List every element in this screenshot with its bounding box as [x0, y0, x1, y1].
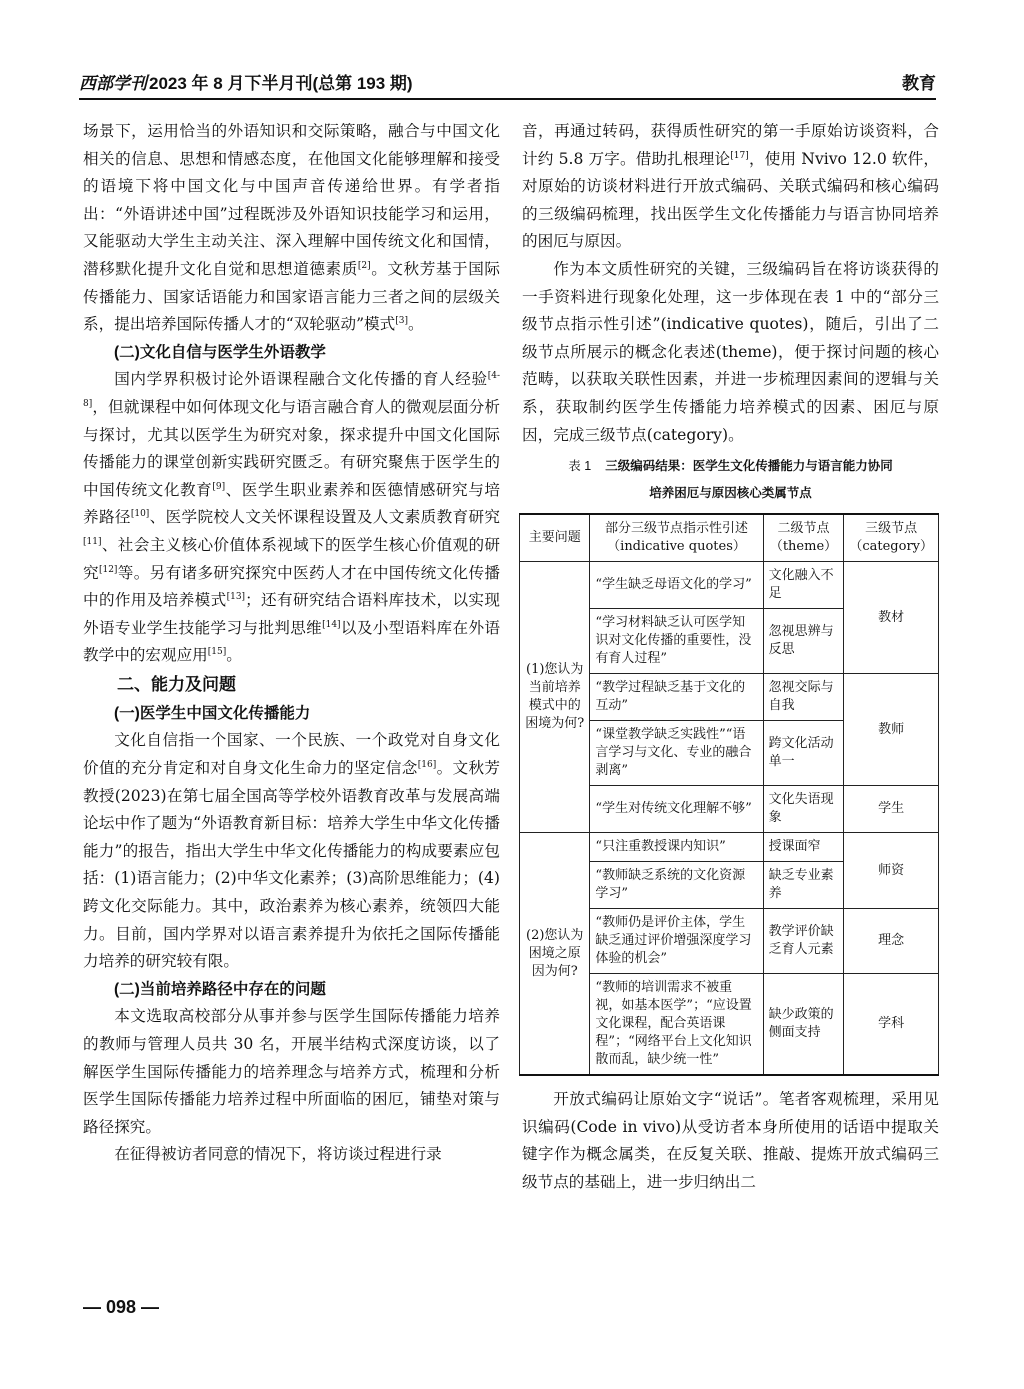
- quote-cell: “课堂教学缺乏实践性”“语言学习与文化、专业的融合剥离”: [590, 721, 763, 786]
- category-cell: 师资: [844, 833, 939, 909]
- table-header: 三级节点（category）: [844, 514, 939, 562]
- question-cell: (1)您认为当前培养模式中的困境为何?: [520, 562, 590, 833]
- left-column: [83, 118, 500, 1169]
- running-header: [79, 72, 936, 100]
- subsection-heading: (一)医学生中国文化传播能力: [114, 704, 311, 722]
- table-header: 部分三级节点指示性引述（indicative quotes）: [590, 514, 763, 562]
- category-cell: 教师: [844, 674, 939, 786]
- theme-cell: 教学评价缺乏育人元素: [763, 909, 844, 974]
- section-name: 教育: [902, 74, 936, 93]
- quote-cell: “学习材料缺乏认可医学知识对文化传播的重要性，没有育人过程”: [590, 609, 763, 674]
- right-column: [522, 118, 939, 1197]
- theme-cell: 缺乏专业素养: [763, 862, 844, 909]
- theme-cell: 授课面窄: [763, 833, 844, 862]
- quote-cell: “学生缺乏母语文化的学习”: [590, 562, 763, 609]
- paragraph: 本文选取高校部分从事并参与医学生国际传播能力培养的教师与管理人员共 30 名，开展半结构式深度访谈，以了解医学生国际传播能力的培养理念与培养方式，梳理和分析医学生国际传播能力培养过程中所面临的困厄，铺垫对策与路径探究。: [83, 1007, 500, 1136]
- paragraph: 场景下，运用恰当的外语知识和交际策略，融合与中国文化相关的信息、思想和情感态度，在他国文化能够理解和接受的语境下将中国文化与中国声音传递给世界。有学者指出：“外语讲述中国”过程既涉及外语知识技能学习和运用，又能驱动大学生主动关注、深入理解中国传统文化和国情，潜移默化提升文化自觉和思想道德素质[2]。文秋芳基于国际传播能力、国家话语能力和国家语言能力三者之间的层级关系，提出培养国际传播人才的“双轮驱动”模式[3]。: [83, 122, 500, 334]
- theme-cell: 文化失语现象: [763, 786, 844, 833]
- theme-cell: 跨文化活动单一: [763, 721, 844, 786]
- theme-cell: 文化融入不足: [763, 562, 844, 609]
- table-label: 表 1: [568, 459, 592, 474]
- quote-cell: “教师的培训需求不被重视，如基本医学”；“应设置文化课程，配合英语课程”；“网络平台上文化知识散而乱，缺少统一性”: [590, 974, 763, 1076]
- table-caption: 表 1 三级编码结果：医学生文化传播能力与语言能力协同 培养困厄与原因核心类属节点: [568, 459, 893, 501]
- journal-logo: 西部学刊: [79, 74, 147, 94]
- subsection-heading: (二)当前培养路径中存在的问题: [114, 980, 326, 998]
- journal-issue: [79, 72, 413, 96]
- paragraph: 音，再通过转码，获得质性研究的第一手原始访谈资料，合计约 5.8 万字。借助扎根理论[17]，使用 Nvivo 12.0 软件，对原始的访谈材料进行开放式编码、关联式编码和核心编码的三级编码梳理，找出医学生文化传播能力与语言协同培养的困厄与原因。: [522, 122, 939, 251]
- category-cell: 学科: [844, 974, 939, 1076]
- question-cell: (2)您认为困境之原因为何?: [520, 833, 590, 1076]
- table-header-row: [520, 514, 939, 562]
- issue-text: 2023 年 8 月下半月刊(总第 193 期): [149, 74, 413, 93]
- quote-cell: “只注重教授课内知识”: [590, 833, 763, 862]
- paragraph: 国内学界积极讨论外语课程融合文化传播的育人经验[4-8]，但就课程中如何体现文化与语言融合育人的微观层面分析与探讨，尤其以医学生为研究对象，探求提升中国文化国际传播能力的课堂创新实践研究匮乏。有研究聚焦于医学生的中国传统文化教育[9]、医学生职业素养和医德情感研究与培养路径[10]、医学院校人文关怀课程设置及人文素质教育研究[11]、社会主义核心价值体系视域下的医学生核心价值观的研究[12]等。另有诸多研究探究中医药人才在中国传统文化传播中的作用及培养模式[13]；还有研究结合语料库技术，以实现外语专业学生技能学习与批判思维[14]以及小型语料库在外语教学中的宏观应用[15]。: [83, 370, 500, 665]
- paragraph: 文化自信指一个国家、一个民族、一个政党对自身文化价值的充分肯定和对自身文化生命力的坚定信念[16]。文秋芳教授(2023)在第七届全国高等学校外语教育改革与发展高端论坛中作了题为“外语教育新目标：培养大学生中华文化传播能力”的报告，指出大学生中华文化传播能力的构成要素应包括：(1)语言能力；(2)中华文化素养；(3)高阶思维能力；(4)跨文化交际能力。其中，政治素养为核心素养，统领四大能力。目前，国内学界对以语言素养提升为依托之国际传播能力培养的研究较有限。: [83, 731, 500, 971]
- section-heading: 二、能力及问题: [117, 674, 236, 694]
- theme-cell: 忽视思辨与反思: [763, 609, 844, 674]
- category-cell: 学生: [844, 786, 939, 833]
- paragraph: 作为本文质性研究的关键，三级编码旨在将访谈获得的一手资料进行现象化处理，这一步体现在表 1 中的“部分三级节点指示性引述”(indicative quotes)，随后，引出了二级节点所展示的概念化表述(theme)，便于探讨问题的核心范畴，以获取关联性因素，并进一步梳理因素间的逻辑与关系，获取制约医学生传播能力培养模式的因素、困厄与原因，完成三级节点(category)。: [522, 259, 939, 444]
- quote-cell: “教师缺乏系统的文化资源学习”: [590, 862, 763, 909]
- paragraph: 在征得被访者同意的情况下，将访谈过程进行录: [114, 1145, 442, 1164]
- table-row: [520, 833, 939, 862]
- page-number: — 098 —: [83, 1297, 160, 1317]
- category-cell: 教材: [844, 562, 939, 674]
- theme-cell: 缺少政策的侧面支持: [763, 974, 844, 1076]
- quote-cell: “教学过程缺乏基于文化的互动”: [590, 674, 763, 721]
- category-cell: 理念: [844, 909, 939, 974]
- quote-cell: “教师仍是评价主体，学生缺乏通过评价增强深度学习体验的机会”: [590, 909, 763, 974]
- coding-table: [519, 513, 939, 1076]
- table-row: [520, 562, 939, 609]
- subsection-heading: (二)文化自信与医学生外语教学: [114, 343, 326, 361]
- theme-cell: 忽视交际与自我: [763, 674, 844, 721]
- paragraph: 开放式编码让原始文字“说话”。笔者客观梳理，采用见识编码(Code in vivo)从受访者本身所使用的话语中提取关键字作为概念属类，在反复关联、推敲、提炼开放式编码三级节点的基础上，进一步归纳出二: [522, 1090, 939, 1191]
- table-header: 主要问题: [520, 514, 590, 562]
- quote-cell: “学生对传统文化理解不够”: [590, 786, 763, 833]
- table-header: 二级节点（theme）: [763, 514, 844, 562]
